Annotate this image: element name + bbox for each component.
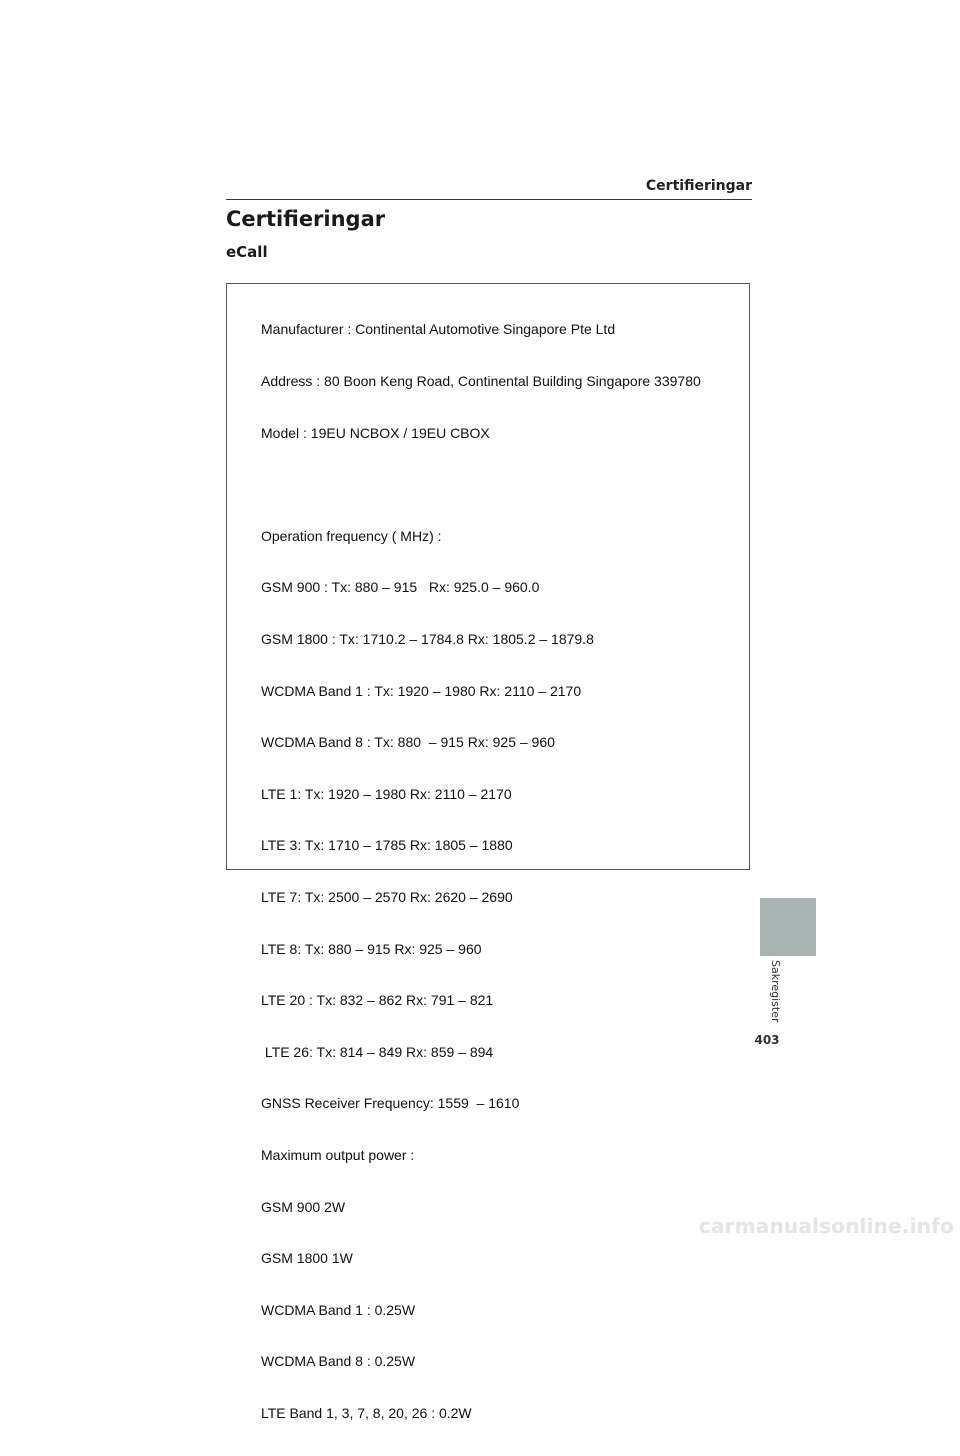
index-side-tab[interactable]	[760, 898, 816, 956]
certificate-blank-line	[261, 476, 701, 493]
certificate-text	[261, 287, 701, 1456]
page-number: 403	[754, 1033, 780, 1047]
certificate-line: Address : 80 Boon Keng Road, Continental Building Singapore 339780	[261, 373, 701, 389]
certificate-line: Manufacturer : Continental Automotive Singapore Pte Ltd	[261, 321, 616, 338]
certificate-line: LTE 20 : Tx: 832 – 862 Rx: 791 – 821	[261, 992, 494, 1009]
certificate-line: Maximum output power :	[261, 1146, 415, 1163]
certificate-line: GSM 900 2W	[261, 1198, 346, 1215]
certificate-line: WCDMA Band 1 : 0.25W	[261, 1301, 416, 1318]
certificate-line: LTE Band 1, 3, 7, 8, 20, 26 : 0.2W	[261, 1404, 472, 1421]
certificate-line: LTE 1: Tx: 1920 – 1980 Rx: 2110 – 2170	[261, 785, 512, 802]
certificate-line: LTE 3: Tx: 1710 – 1785 Rx: 1805 – 1880	[261, 837, 513, 854]
certificate-line: GNSS Receiver Frequency: 1559 – 1610	[261, 1095, 520, 1112]
certificate-line: GSM 900 : Tx: 880 – 915 Rx: 925.0 – 960.0	[261, 579, 540, 596]
certificate-line: LTE 26: Tx: 814 – 849 Rx: 859 – 894	[261, 1043, 494, 1060]
certificate-line: WCDMA Band 1 : Tx: 1920 – 1980 Rx: 2110 – 2170	[261, 682, 582, 699]
certificate-line: LTE 8: Tx: 880 – 915 Rx: 925 – 960	[261, 940, 482, 957]
certificate-line: GSM 1800 : Tx: 1710.2 – 1784.8 Rx: 1805.2 – 1879.8	[261, 630, 594, 647]
header-divider	[226, 199, 752, 200]
certificate-line: GSM 1800 1W	[261, 1250, 353, 1267]
subsection-title: eCall	[226, 243, 268, 261]
certificate-line: LTE 7: Tx: 2500 – 2570 Rx: 2620 – 2690	[261, 888, 513, 905]
certificate-line: Operation frequency ( MHz) :	[261, 527, 442, 544]
running-header-title: Certifieringar	[645, 178, 752, 194]
watermark: carmanualsonline.info	[698, 1214, 954, 1238]
section-title: Certifieringar	[226, 207, 386, 231]
certificate-line: WCDMA Band 8 : 0.25W	[261, 1353, 416, 1370]
side-tab-label: Sakregister	[769, 960, 782, 1023]
certificate-line: Model : 19EU NCBOX / 19EU CBOX	[261, 424, 490, 441]
certificate-box	[226, 283, 750, 1421]
certificate-line: WCDMA Band 8 : Tx: 880 – 915 Rx: 925 – 960	[261, 734, 555, 751]
